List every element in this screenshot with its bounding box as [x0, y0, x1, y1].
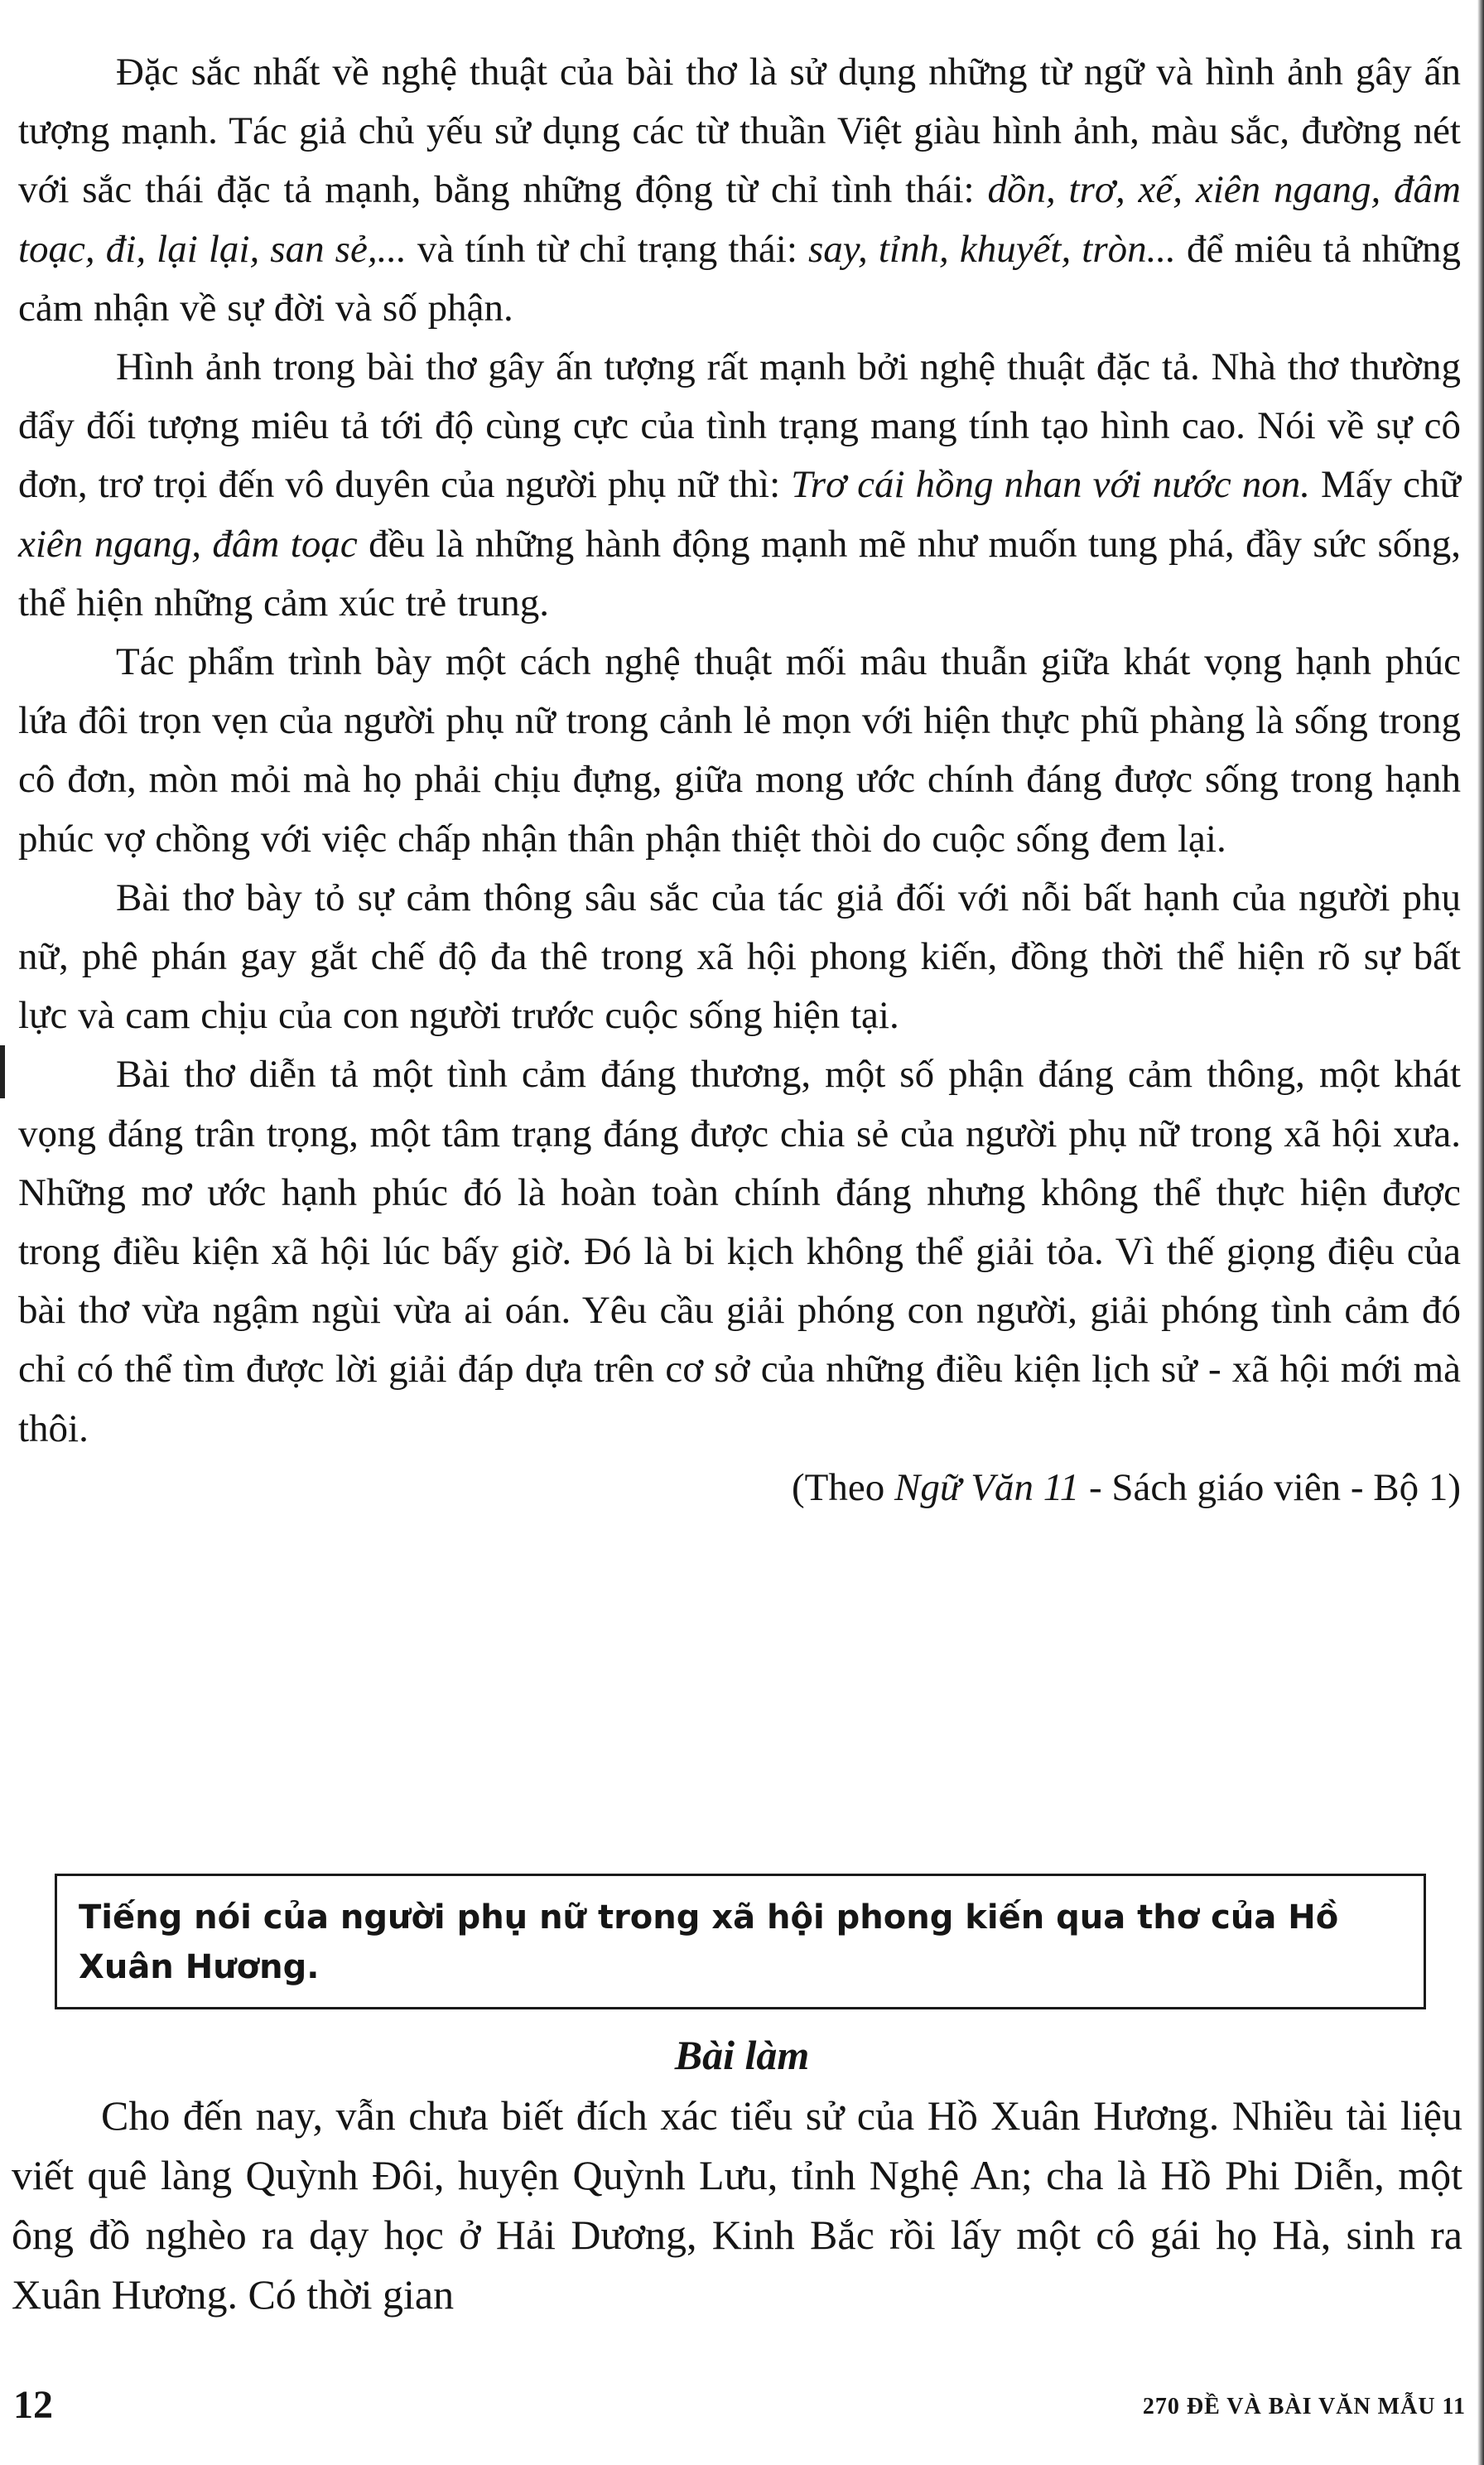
text-run: Hình ảnh trong bài thơ gây ấn tượng rất mạnh bởi nghệ thuật đặc tả. Nhà thơ thường đẩy đối tượng miêu tả tới độ cùng cực của tình trạng mang tính tạo hình cao. Nói về sự cô đơn, trơ trọi đến vô duyên của người phụ nữ thì: [18, 345, 1461, 507]
essay-topic: Tiếng nói của người phụ nữ trong xã hội phong kiến qua thơ của Hồ Xuân Hương. [79, 1898, 1339, 1986]
commentary-paragraph [18, 869, 1461, 1046]
book-title: 270 ĐỀ VÀ BÀI VĂN MẪU 11 [1142, 2394, 1466, 2419]
text-run: để miêu tả những cảm nhận về sự đời và số phận. [18, 227, 1461, 330]
text-run: đều là những hành động mạnh mẽ như muốn tung phá, đầy sức sống, thể hiện những cảm xúc trẻ trung. [18, 522, 1461, 625]
text-run: Bài thơ diễn tả một tình cảm đáng thương, một số phận đáng cảm thông, một khát vọng đáng trân trọng, một tâm trạng đáng được chia sẻ của người phụ nữ trong xã hội xưa. Những mơ ước hạnh phúc đó là hoàn toàn chính đáng nhưng không thể thực hiện được trong điều kiện xã hội lúc bấy giờ. Đó là bi kịch không thể giải tỏa. Vì thế giọng điệu của bài thơ vừa ngậm ngùi vừa ai oán. Yêu cầu giải phóng con người, giải phóng tình cảm đó chỉ có thể tìm được lời giải đáp dựa trên cơ sở của những điều kiện lịch sử - xã hội mới mà thôi. [18, 1053, 1461, 1450]
text-run: Tác phẩm trình bày một cách nghệ thuật mối mâu thuẫn giữa khát vọng hạnh phúc lứa đôi trọn vẹn của người phụ nữ trong cảnh lẻ mọn với hiện thực phũ phàng là sống trong cô đơn, mòn mỏi mà họ phải chịu đựng, giữa mong ước chính đáng được sống trong hạnh phúc vợ chồng với việc chấp nhận thân phận thiệt thòi do cuộc sống đem lại. [18, 640, 1461, 861]
text-run: Bài thơ bày tỏ sự cảm thông sâu sắc của tác giả đối với nỗi bất hạnh của người phụ nữ, phê phán gay gắt chế độ đa thê trong xã hội phong kiến, đồng thời thể hiện rõ sự bất lực và cam chịu của con người trước cuộc sống hiện tại. [18, 876, 1461, 1038]
commentary-paragraphs [18, 43, 1461, 1459]
italic-phrase: dồn, trơ, xế, xiên ngang, đâm toạc, đi, lại lại, san sẻ,... [18, 168, 1461, 271]
citation-suffix: - Sách giáo viên - Bộ 1) [1079, 1465, 1461, 1509]
text-run: Mấy chữ [1309, 463, 1461, 507]
essay-paragraph: Cho đến nay, vẫn chưa biết đích xác tiểu sử của Hồ Xuân Hương. Nhiều tài liệu viết quê làng Quỳnh Đôi, huyện Quỳnh Lưu, tỉnh Nghệ An; cha là Hồ Phi Diễn, một ông đồ nghèo ra dạy học ở Hải Dương, Kinh Bắc rồi lấy một cô gái họ Hà, sinh ra Xuân Hương. Có thời gian [12, 2092, 1462, 2318]
text-run: và tính từ chỉ trạng thái: [406, 227, 808, 271]
commentary-paragraph [18, 43, 1461, 338]
italic-phrase: say, tỉnh, khuyết, tròn... [807, 227, 1176, 271]
page-number: 12 [13, 2383, 53, 2427]
commentary-paragraph [18, 1045, 1461, 1458]
page-edge-shadow [1477, 0, 1484, 2465]
italic-phrase: Trơ cái hồng nhan với nước non. [791, 463, 1310, 507]
citation-prefix: (Theo [792, 1465, 895, 1509]
margin-mark [0, 1045, 5, 1098]
essay-heading: Bài làm [674, 2032, 810, 2078]
commentary-paragraph [18, 338, 1461, 633]
text-run: Đặc sắc nhất về nghệ thuật của bài thơ là sử dụng những từ ngữ và hình ảnh gây ấn tượng mạnh. Tác giả chủ yếu sử dụng các từ thuần Việt giàu hình ảnh, màu sắc, đường nét với sắc thái đặc tả mạnh, bằng những động từ chỉ tình thái: [18, 51, 1461, 212]
italic-phrase: xiên ngang, đâm toạc [18, 522, 358, 566]
commentary-paragraph [18, 633, 1461, 869]
essay-topic-box [55, 1874, 1426, 2009]
citation [18, 1459, 1461, 1517]
citation-book: Ngữ Văn 11 [894, 1465, 1080, 1509]
commentary-section [18, 43, 1461, 1517]
